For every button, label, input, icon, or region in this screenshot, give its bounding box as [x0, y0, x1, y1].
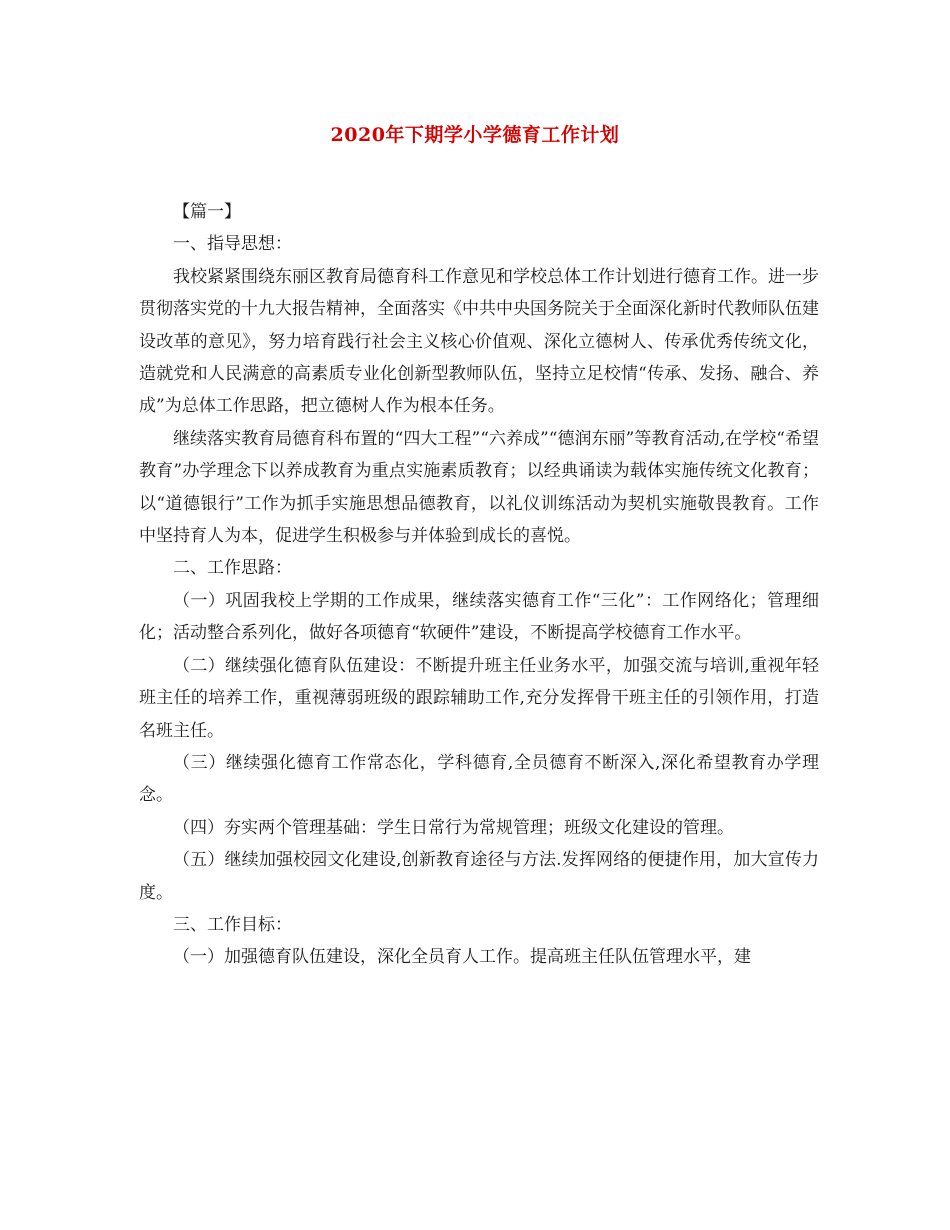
paragraph-guiding-ideology-2: 继续落实教育局德育科布置的“四大工程”“六养成”“德润东丽”等教育活动,在学校“希望教育”办学理念下以养成教育为重点实施素质教育；以经典诵读为载体实施传统文化教育；以“道德银行”工作为抓手实施思想品德教育，以礼仪训练活动为契机实施敬畏教育。工作中坚持育人为本，促进学生积极参与并体验到成长的喜悦。 [139, 428, 819, 547]
paragraph-approach-item-2: （二）继续强化德育队伍建设：不断提升班主任业务水平，加强交流与培训,重视年轻班主任的培养工作，重视薄弱班级的跟踪辅助工作,充分发挥骨干班主任的引领作用，打造名班主任。 [139, 655, 819, 741]
paragraph-approach-item-4: （四）夯实两个管理基础：学生日常行为常规管理；班级文化建设的管理。 [173, 817, 734, 838]
document-title: 2020年下期学小学德育工作计划 [330, 124, 620, 146]
paragraph-approach-item-5: （五）继续加强校园文化建设,创新教育途径与方法.发挥网络的便捷作用，加大宣传力度。 [139, 850, 819, 903]
section-label-part-one: 【篇一】 [173, 202, 241, 222]
document-body [139, 196, 819, 974]
paragraph-guiding-ideology-1: 我校紧紧围绕东丽区教育局德育科工作意见和学校总体工作计划进行德育工作。进一步贯彻落实党的十九大报告精神，全面落实《中共中央国务院关于全面深化新时代教师队伍建设改革的意见》，努力培育践行社会主义核心价值观、深化立德树人、传承优秀传统文化，造就党和人民满意的高素质专业化创新型教师队伍，坚持立足校情“传承、发扬、融合、养成”为总体工作思路，把立德树人作为根本任务。 [139, 266, 819, 417]
heading-work-approach: 二、工作思路： [173, 558, 292, 579]
paragraph-approach-item-3: （三）继续强化德育工作常态化，学科德育,全员德育不断深入,深化希望教育办学理念。 [139, 752, 819, 806]
heading-work-goals: 三、工作目标： [173, 914, 292, 935]
heading-guiding-ideology: 一、指导思想： [173, 234, 292, 255]
paragraph-goals-item-1: （一）加强德育队伍建设，深化全员育人工作。提高班主任队伍管理水平，建 [173, 947, 751, 968]
paragraph-approach-item-1: （一）巩固我校上学期的工作成果，继续落实德育工作“三化”：工作网络化；管理细化；活动整合系列化，做好各项德育“软硬件”建设，不断提高学校德育工作水平。 [139, 590, 819, 644]
